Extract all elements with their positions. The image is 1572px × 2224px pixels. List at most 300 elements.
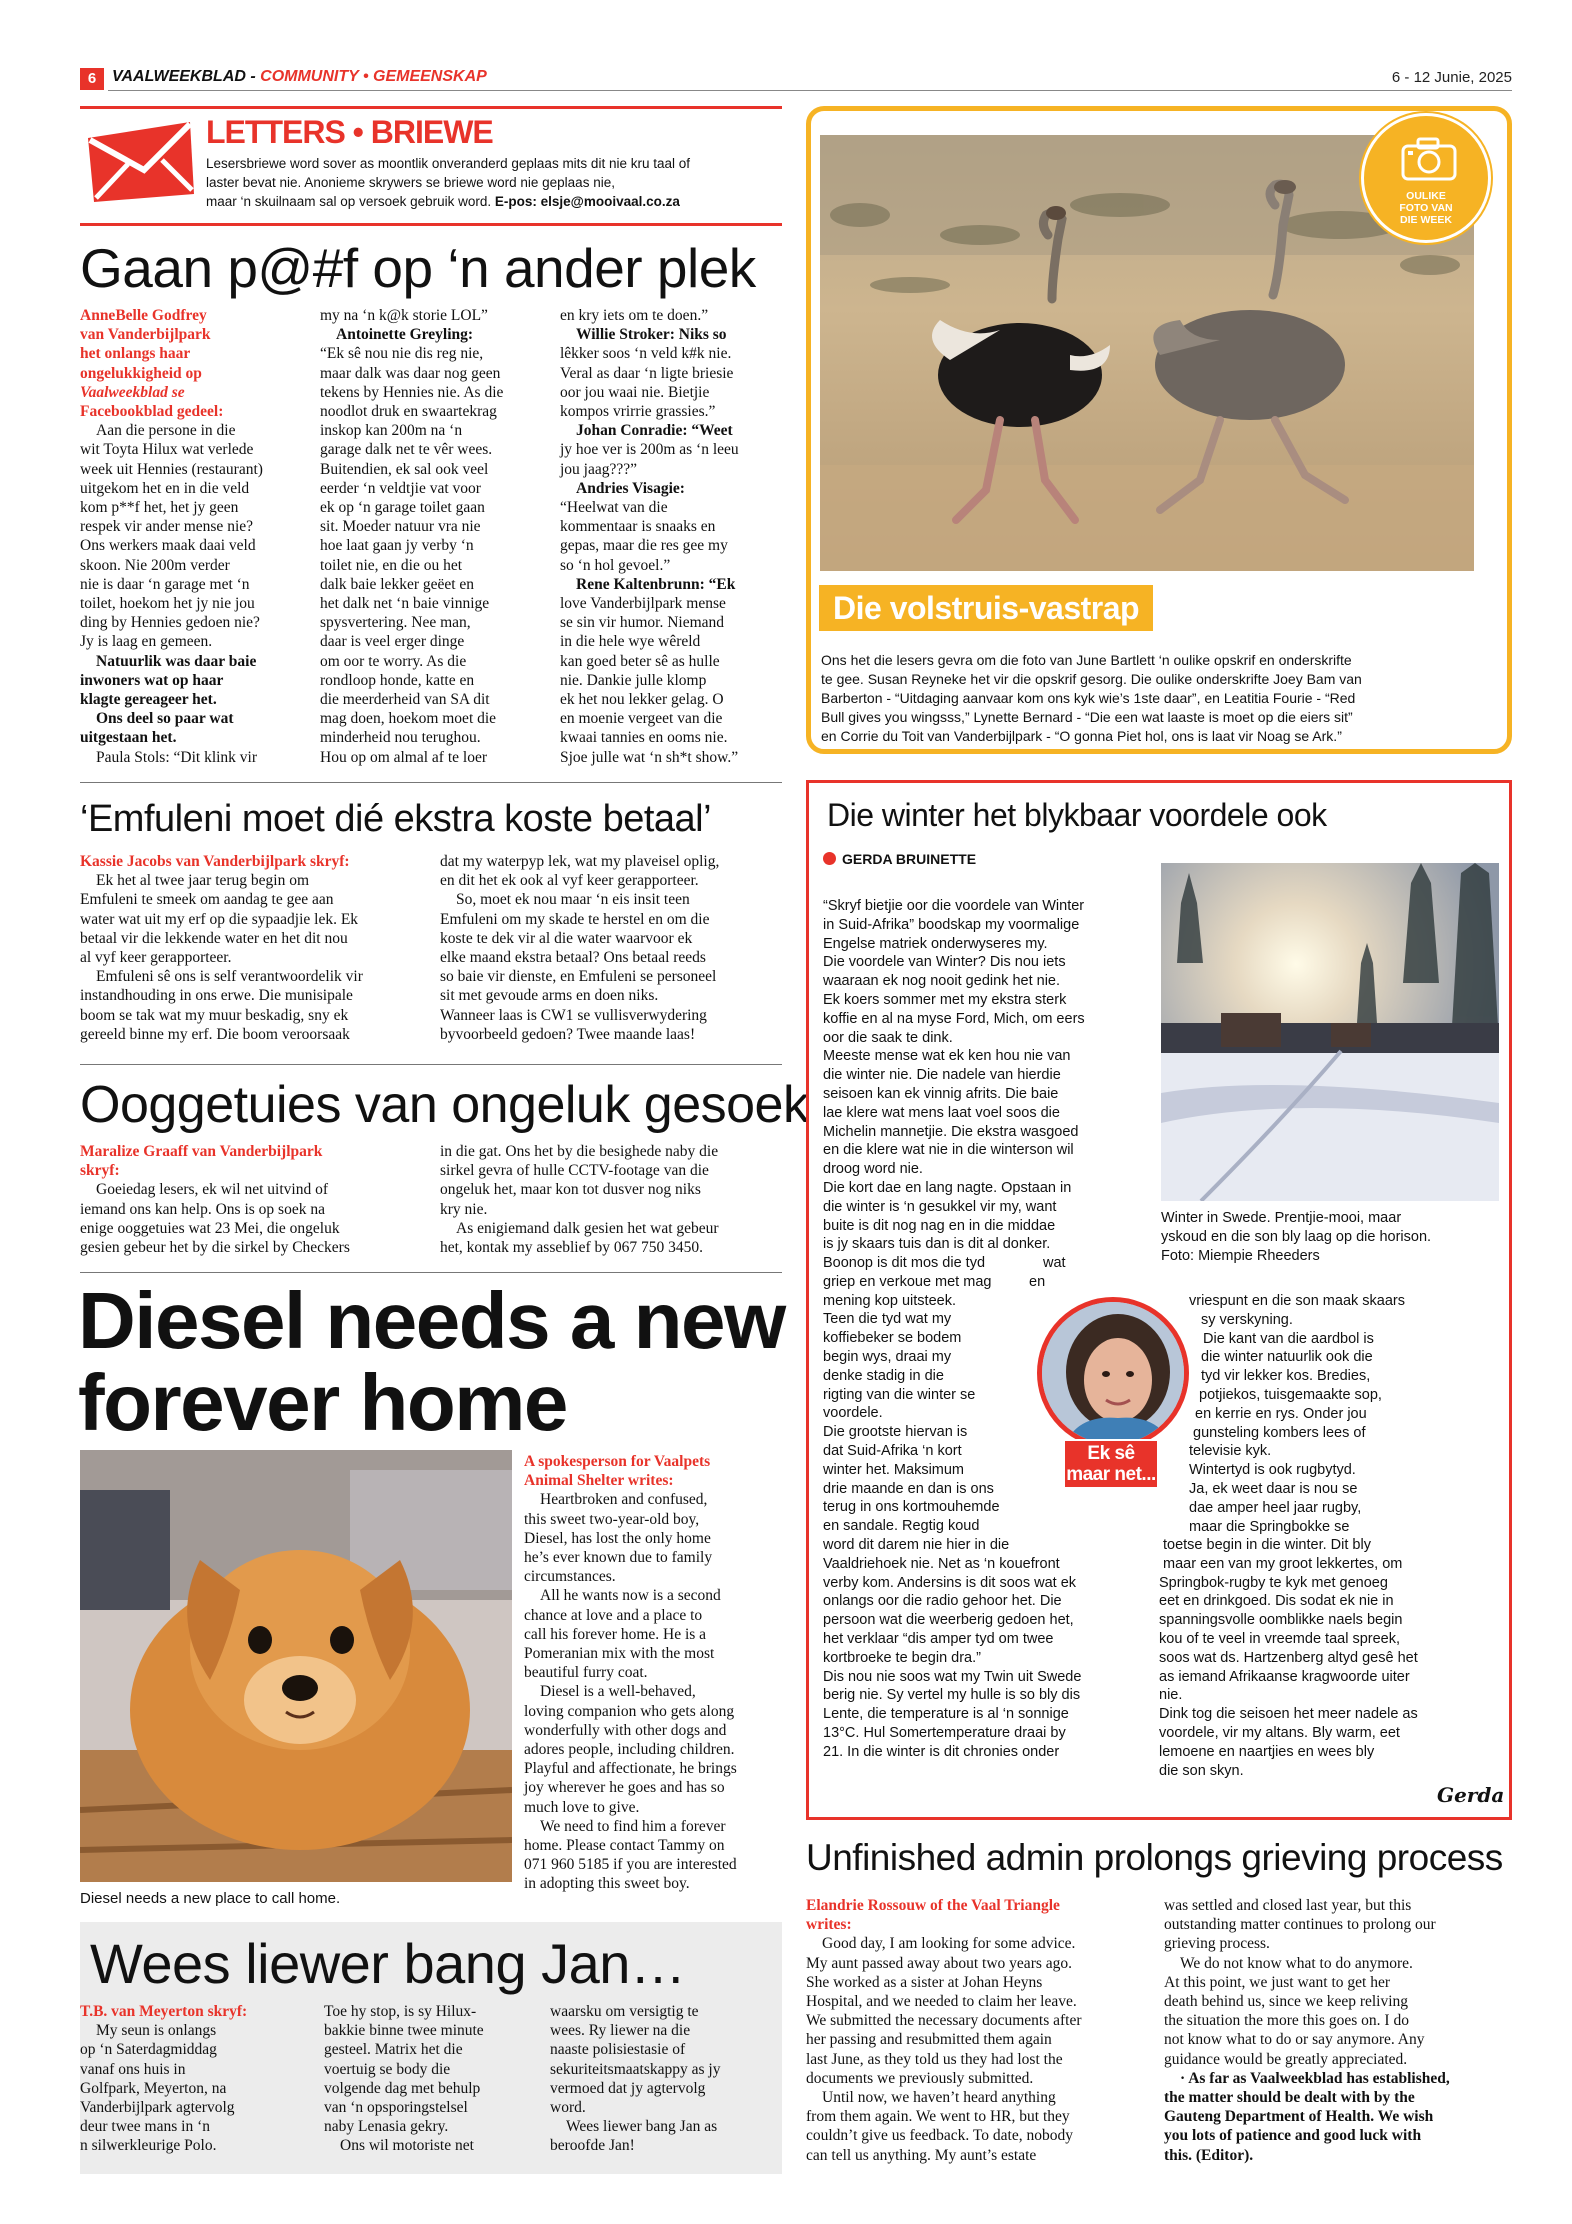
text-line: te gee. Susan Reyneke het vir die opskrif gesorg. Die oulike onderskrifte Joey Bam van (821, 671, 1362, 687)
text-line: griep en verkoue met mag (823, 1273, 992, 1290)
text-line: en sandale. Regtig koud (823, 1518, 980, 1535)
text-line: Facebookblad gedeel: (80, 403, 224, 421)
text-line: gepas, maar die res gee my (560, 537, 728, 555)
text-line: Wanneer laas is CW1 se vullisverwydering (440, 1006, 707, 1024)
text-line: We need to find him a forever (540, 1817, 726, 1835)
text-line: Ons deel so paar wat (96, 710, 234, 728)
text-line: minderheid nou terughou. (320, 729, 481, 747)
text-line: joy wherever he goes and has so (524, 1779, 725, 1797)
text-line: naaste polisiestasie of (550, 2041, 686, 2059)
text-line: skoon. Nie 200m verder (80, 556, 230, 574)
text-line: van ‘n opsporingstelsel (324, 2099, 468, 2117)
text-line: voertuig se body die (324, 2060, 451, 2078)
text-line: se sin vir humor. Niemand (560, 614, 725, 632)
article1-col3 (560, 306, 782, 767)
text-line: skryf: (80, 1162, 120, 1180)
photo-week-title: Die volstruis-vastrap (819, 585, 1153, 631)
text-line: · As far as Vaalweekblad has established, (1180, 2069, 1450, 2087)
text-line: We submitted the necessary documents after (806, 2012, 1082, 2030)
text-line: bakkie binne twee minute (324, 2022, 484, 2040)
text-line: Boonop is dit mos die tyd (823, 1255, 986, 1271)
text-line: tyd vir lekker kos. Bredies, (1201, 1368, 1371, 1385)
text-line: Golfpark, Meyerton, na (80, 2079, 227, 2097)
text-line: Maralize Graaff van Vanderbijlpark (80, 1143, 323, 1160)
divider (80, 782, 782, 783)
text-line: onlangs oor die radio gehoor het. Die (823, 1593, 1062, 1610)
text-line: T.B. van Meyerton skryf: (80, 2003, 248, 2020)
article5-body (80, 2002, 782, 2170)
text-line: beautiful furry coat. (524, 1664, 648, 1682)
text-line: Die voordele van Winter? Dis nou iets (823, 954, 1066, 971)
article3-headline: Ooggetuies van ongeluk gesoek (80, 1076, 809, 1134)
article1-headline: Gaan p@#f op ‘n ander plek (80, 237, 756, 299)
article3-col1 (80, 1142, 420, 1257)
article6-headline: Unfinished admin prolongs grieving process (806, 1837, 1503, 1878)
text-line: 13°C. Hul Somertemperature draai by (823, 1724, 1066, 1741)
text-line: terug in ons kortmouhemde (823, 1499, 1000, 1516)
article5-col1 (80, 2002, 302, 2156)
article5-box (80, 1922, 782, 2174)
text-line: en kry iets om te doen.” (560, 307, 709, 324)
text-line: not know what to do or say anymore. Any (1164, 2031, 1425, 2049)
text-line: elke maand ekstra betaal? Ons betaal reeds (440, 949, 706, 967)
text-line: en moenie vergeet van die (560, 710, 723, 728)
text-line: adores people, including children. (524, 1741, 735, 1759)
winter-body-right (1189, 1292, 1505, 1536)
article5-col3 (550, 2002, 782, 2156)
text-line: klagte gereageer het. (80, 691, 217, 709)
text-line: Veral as daar ‘n ligte briesie (560, 364, 734, 382)
text-line: 071 960 5185 if you are interested (524, 1856, 737, 1874)
text-line: rigting van die winter se (823, 1386, 976, 1403)
text-line: maar die Springbokke se (1189, 1518, 1350, 1535)
text-line: home. Please contact Tammy on (524, 1837, 725, 1855)
text-line: die winter is ‘n gesukkel vir my, want (823, 1198, 1057, 1215)
text-line: ding by Hennies gedoen nie? (80, 614, 260, 632)
article1-body (80, 306, 782, 782)
text-line: byvoorbeeld gedoen? Twee maande laas! (440, 1025, 696, 1043)
text-line: Diesel is a well-behaved, (540, 1683, 696, 1701)
article6-col2 (1164, 1896, 1512, 2165)
text-line: so ‘n hol gevoel.” (560, 556, 671, 574)
text-line: toetse begin in die winter. Dit bly (1163, 1537, 1371, 1553)
text-line: uitgekom het en in die veld (80, 479, 250, 497)
text-line: grieving process. (1164, 1935, 1270, 1953)
text-line: droog word nie. (823, 1161, 923, 1178)
letters-bottom-rule (80, 223, 782, 226)
text-line: vanaf ons huis in (80, 2060, 186, 2078)
text-line: koffiebeker se bodem (823, 1330, 962, 1347)
article2-col1 (80, 852, 420, 1044)
text-line: chance at love and a place to (524, 1606, 703, 1624)
text-line: beroofde Jan! (550, 2137, 635, 2155)
text-line: this sweet two-year-old boy, (524, 1510, 700, 1528)
text-line: Hospital, and we needed to claim her leave. (806, 1993, 1077, 2011)
text-line: die meerderheid van SA dit (320, 691, 490, 709)
text-line: betaal vir die lekkende water en het dit nou (80, 929, 348, 947)
photo-week-caption (821, 651, 1501, 746)
text-line: She worked as a sister at Johan Heyns (806, 1973, 1043, 1991)
text-line: guidance would be greatly appreciated. (1164, 2050, 1408, 2068)
text-line: sit. Moeder natuur vra nie (320, 518, 481, 536)
text-line: inskop kan 200m na ‘n (320, 422, 463, 440)
text-line: this. (Editor). (1164, 2146, 1254, 2164)
masthead-rule (108, 90, 1512, 91)
letters-title: LETTERS • BRIEWE (206, 114, 493, 150)
text-line: drie maande en dan is ons (823, 1480, 994, 1497)
text-line: call his forever home. He is a (524, 1625, 707, 1643)
text-line: en Corrie du Toit van Vanderbijlpark - “O gonna Piet hol, ons is laat vir Noag se Ark.” (821, 728, 1342, 744)
text-line: can tell us anything. My aunt’s estate (806, 2146, 1037, 2164)
text-line: lemoene en naartjies en wees bly (1159, 1743, 1375, 1760)
text-line: was settled and closed last year, but this (1164, 1897, 1412, 1914)
text-line: koste te dek vir al die water waarvoor ek (440, 929, 693, 947)
text-line: As enigiemand dalk gesien het wat gebeur (456, 1219, 719, 1237)
text-line: Antoinette Greyling: (336, 326, 474, 344)
envelope-icon (82, 120, 198, 204)
text-line: op ‘n Saterdagmiddag (80, 2041, 217, 2059)
article1-line: AnneBelle Godfrey (80, 307, 207, 324)
article1-col1 (80, 306, 302, 767)
text-line: eerder ‘n veldtjie vat voor (320, 479, 481, 497)
text-line: “Skryf bietjie oor die voordele van Winter (823, 898, 1085, 914)
text-line: het, kontak my asseblief by 067 750 3450. (440, 1239, 704, 1257)
text-line: garage dalk net te vêr wees. (320, 441, 493, 459)
text-line: televisie kyk. (1189, 1443, 1272, 1460)
text-line: maar ‘n skuilnaam sal op versoek gebruik word. E-pos: elsje@mooivaal.co.za (206, 194, 680, 209)
text-line: kompos vrirrie grassies.” (560, 403, 716, 421)
winter-wrap-fragment: en (1029, 1274, 1046, 1290)
text-line: Ek koers sommer met my ekstra sterk (823, 991, 1067, 1008)
text-line: kortbroeke te begin dra.” (823, 1649, 981, 1666)
text-line: inwoners wat op haar (80, 671, 224, 689)
text-line: kan goed beter sê as hulle (560, 652, 720, 670)
text-line: Vaaldriehoek nie. Net as ‘n kouefront (823, 1555, 1060, 1572)
winter-author: GERDA BRUINETTE (823, 851, 976, 867)
text-line: om oor te worry. As die (320, 652, 467, 670)
text-line: Ons wil motoriste net (340, 2137, 474, 2155)
text-line: soos wat ds. Hartzenberg altyd gesê het (1159, 1649, 1418, 1666)
text-line: in adopting this sweet boy. (524, 1875, 690, 1893)
text-line: eet en drinkgoed. Dis sodat ek nie in (1159, 1593, 1394, 1610)
text-line: lêkker soos ‘n veld k#k nie. (560, 345, 732, 363)
text-line: Winter in Swede. Prentjie-mooi, maar (1161, 1210, 1402, 1226)
text-line: loving companion who gets along (524, 1702, 735, 1720)
text-line: couldn’t give us feedback. To date, nobody (806, 2127, 1073, 2145)
text-line: naby Lenasia gekry. (324, 2118, 449, 2136)
text-line: gunsteling kombers lees of (1193, 1424, 1366, 1441)
letters-top-rule (80, 106, 782, 109)
text-line: kom p**f het, het jy geen (80, 499, 239, 517)
text-line: ongelukkigheid op (80, 364, 202, 382)
text-line: is jy skaars tuis dan is dit al donker. (823, 1236, 1051, 1253)
text-line: ek het nou lekker gelag. O (560, 691, 724, 709)
winter-body-bottom (823, 1536, 1503, 1780)
text-line: Ja, ek weet daar is nou se (1189, 1480, 1358, 1497)
text-line: die winter natuurlik ook die (1201, 1349, 1373, 1366)
text-line: ongeluk het, maar kon tot dusver nog niks (440, 1181, 701, 1199)
text-line: in die gat. Ons het by die besighede naby die (440, 1143, 719, 1160)
article4-headline: Diesel needs a new forever home (78, 1276, 785, 1447)
text-line: maar dalk was daar nog geen (320, 364, 501, 382)
text-line: love Vanderbijlpark mense (560, 595, 726, 613)
text-line: Foto: Miempie Rheeders (1161, 1248, 1320, 1264)
text-line (80, 383, 302, 402)
text-line: documents we previously submitted. (806, 2069, 1034, 2087)
text-line: wonderfully with other dogs and (524, 1721, 727, 1739)
article4-col (524, 1452, 782, 1894)
text-line: so baie vir dienste, en Emfuleni se personeel (440, 968, 717, 986)
text-line: boom se tak wat my muur beskadig, sny ek (80, 1006, 349, 1024)
text-line: sit met gevoude arms en doen niks. (440, 987, 659, 1005)
text-line: instandhouding in ons erwe. Die munisipale (80, 987, 353, 1005)
text-line: the matter should be dealt with by the (1164, 2089, 1415, 2107)
text-line: Emfuleni sê ons is self verantwoordelik vir (96, 968, 363, 986)
text-line: kommentaar is snaaks en (560, 518, 716, 536)
text-line: word dit darem nie hier in die (823, 1536, 1010, 1553)
text-line: nie. (1159, 1687, 1183, 1704)
text-line: al vyf keer gerapporteer. (80, 949, 232, 967)
text-line: Elandrie Rossouw of the Vaal Triangle (806, 1897, 1060, 1914)
text-line: kwaai tannies en ooms nie. (560, 729, 728, 747)
text-line: from them again. We went to HR, but they (806, 2108, 1070, 2126)
text-line: Ek het al twee jaar terug begin om (96, 872, 310, 890)
text-line: enige ooggetuies wat 23 Mei, die ongeluk (80, 1219, 340, 1237)
text-line: mag doen, hoekom moet die (320, 710, 497, 728)
text-line: die winter nie. Die nadele van hierdie (823, 1067, 1061, 1084)
article2-body (80, 852, 782, 1050)
text-line: ek op ‘n garage toilet gaan (320, 499, 485, 517)
text-line: Wees liewer bang Jan as (566, 2118, 718, 2136)
article6-col1 (806, 1896, 1146, 2165)
winter-column-box (806, 780, 1512, 1820)
letters-intro (206, 154, 782, 211)
text-line: Buitendien, ek sal ook veel (320, 460, 489, 478)
article6-body (806, 1896, 1512, 2166)
letters-email[interactable]: E-pos: elsje@mooivaal.co.za (494, 194, 680, 209)
text-line: Bull gives you wingsss,” Lynette Bernard - “Die een wat laaste is moet op die eiers sit” (821, 709, 1353, 725)
text-line: toilet nie, en die ou het (320, 556, 463, 574)
text-line: Rene Kaltenbrunn: “Ek (576, 575, 736, 593)
text-line: denke stadig in die (823, 1367, 944, 1384)
text-line: Die grootste hiervan is (823, 1424, 968, 1441)
text-line: hoe laat gaan jy verby ‘n (320, 537, 474, 555)
winter-wrap-fragment: wat (1043, 1255, 1066, 1271)
text-line: buite is dit nog nag en in die middae (823, 1217, 1056, 1234)
text-line: rondloop honde, katte en (320, 671, 475, 689)
text-line: Dis nou nie soos wat my Twin uit Swede (823, 1668, 1082, 1685)
text-line: writes: (806, 1916, 852, 1934)
text-line: dat Suid-Afrika ‘n kort (823, 1442, 962, 1459)
text-line: uitgestaan het. (80, 729, 177, 747)
text-line: FOTO VAN (1399, 202, 1453, 214)
text-line: koffie en al na myse Ford, Mich, om eers (823, 1010, 1085, 1027)
text-line: Michelin mannetjie. Die ekstra wasgoed (823, 1123, 1079, 1140)
text-line: much love to give. (524, 1798, 640, 1816)
text-line: het verklaar “dis amper tyd om twee (823, 1630, 1054, 1647)
text-line: Paula Stols: “Dit klink vir (96, 748, 258, 766)
text-line: oor die saak te dink. (823, 1029, 953, 1046)
photo-week-badge-text (1364, 190, 1488, 226)
text-line: Lesersbriewe word sover as moontlik onveranderd geplaas mits dit nie kru taal of (206, 156, 690, 171)
text-line: Sjoe julle wat ‘n sh*t show.” (560, 748, 739, 766)
text-line: persoon wat die weerberig gedoen het, (823, 1612, 1074, 1629)
text-line: At this point, we just want to get her (1164, 1973, 1391, 1991)
text-line: sirkel gevra of hulle CCTV-footage van die (440, 1162, 709, 1180)
article3-body (80, 1142, 782, 1260)
text-line: Good day, I am looking for some advice. (822, 1935, 1076, 1953)
text-line: as iemand Afrikaanse kragwoorde uiter (1159, 1668, 1410, 1685)
text-line: die son skyn. (1159, 1762, 1244, 1779)
text-line: “Ek sê nou nie dis reg nie, (320, 345, 484, 363)
text-line: voordele, vir my altans. Bly warm, eet (1159, 1724, 1400, 1741)
text-line: Andries Visagie: (576, 479, 685, 497)
text-line: Gauteng Department of Health. We wish (1164, 2108, 1434, 2126)
text-line: the situation the more this goes on. I do (1164, 2012, 1409, 2030)
section-name: COMMUNITY • GEMEENSKAP (260, 68, 487, 85)
text-line: tekens by Hennies nie. As die (320, 383, 504, 401)
author-portrait-image (1042, 1302, 1189, 1449)
text-line: Heartbroken and confused, (540, 1491, 708, 1509)
text-line: my na ‘n k@k storie LOL” (320, 307, 488, 324)
paper-name: VAALWEEKBLAD (112, 68, 246, 85)
text-line: Die kant van die aardbol is (1203, 1330, 1374, 1347)
text-line: Engelse matriek onderwyseres my. (823, 935, 1048, 952)
text-line: seisoen kan ek vinnig afrits. Die baie (823, 1085, 1059, 1102)
text-line: Ons werkers maak daai veld (80, 537, 256, 555)
article4-body (524, 1452, 782, 1906)
text-line: jou jaag???” (560, 460, 638, 478)
text-line: en dit het ek ook al vyf keer gerapporteer. (440, 872, 699, 890)
masthead-title: VAALWEEKBLAD - COMMUNITY • GEMEENSKAP (112, 68, 487, 85)
text-line: Aan die persone in die (96, 422, 236, 440)
text-line: Vaalweekblad se (80, 383, 185, 401)
article5-headline: Wees liewer bang Jan… (90, 1932, 686, 1995)
ek-se-badge: Ek sê maar net... (1063, 1439, 1159, 1489)
text-line: you lots of patience and good luck with (1164, 2127, 1422, 2145)
text-line: spanningsvolle oomblikke naels begin (1159, 1612, 1403, 1629)
text-line: wees. Ry liewer na die (550, 2022, 691, 2040)
text-line: gesteel. Matrix het die (324, 2041, 463, 2059)
text-line: deur twee mans in ‘n (80, 2118, 210, 2136)
masthead (80, 64, 1512, 92)
article3-col2 (440, 1142, 782, 1257)
text-line: OULIKE (1406, 190, 1446, 202)
article2-col2 (440, 852, 782, 1044)
text-line: dat my waterpyp lek, wat my plaveisel oplig, (440, 853, 720, 870)
text-line: dae amper heel jaar rugby, (1189, 1499, 1362, 1516)
divider (80, 1272, 782, 1273)
text-line: vriespunt en die son maak skaars (1189, 1293, 1405, 1309)
text-line: het dalk net ‘n baie vinnige (320, 595, 490, 613)
text-line: My seun is onlangs (96, 2022, 217, 2040)
text-line: death behind us, since we keep reliving (1164, 1993, 1409, 2011)
text-line: Animal Shelter writes: (524, 1472, 674, 1490)
winter-body-top (823, 897, 1159, 1254)
text-line: Emfuleni te smeek om aandag te gee aan (80, 891, 334, 909)
text-line: sy verskyning. (1201, 1311, 1293, 1328)
text-line: Emfuleni om my skade te herstel en om die (440, 910, 710, 928)
letters-box (80, 106, 782, 226)
issue-date: 6 - 12 Junie, 2025 (1391, 69, 1512, 86)
camera-icon (1400, 136, 1458, 182)
text-line: mening kop uitsteek. (823, 1292, 956, 1309)
text-line: en die klere wat nie in die winterson wil (823, 1142, 1074, 1159)
text-line: 21. In die winter is dit chronies onder (823, 1743, 1060, 1760)
text-line: waaraan ek nog nooit gedink het nie. (823, 973, 1061, 990)
text-line: in die hele wye wêreld (560, 633, 701, 651)
text-line: voordele. (823, 1405, 883, 1422)
text-line: maar een van my groot lekkertes, om (1163, 1555, 1403, 1572)
text-line: We do not know what to do anymore. (1180, 1954, 1413, 1972)
text-line: Willie Stroker: Niks so (576, 326, 727, 344)
text-line: waarsku om versigtig te (550, 2003, 699, 2020)
text-line: n silwerkleurige Polo. (80, 2137, 217, 2155)
text-line: gereeld binne my erf. Die boom veroorsaak (80, 1025, 350, 1043)
text-line: Meeste mense wat ek ken hou nie van (823, 1048, 1071, 1065)
text-line: Vanderbijlpark agtervolg (80, 2099, 235, 2117)
text-line: respek vir ander mense nie? (80, 518, 254, 536)
text-line: Ons het die lesers gevra om die foto van June Bartlett ‘n oulike opskrif en onderskrifte (821, 652, 1352, 668)
text-line: water wat uit my erf op die sypaadjie lek. Ek (80, 910, 359, 928)
text-line: wit Toyta Hilux wat verlede (80, 441, 254, 459)
author-portrait (1037, 1297, 1189, 1449)
text-line: gesien gebeur het by die sirkel by Checkers (80, 1239, 350, 1257)
text-line: My aunt passed away about two years ago. (806, 1954, 1073, 1972)
text-line: Hou op om almal af te loer (320, 748, 488, 766)
text-line: Diesel, has lost the only home (524, 1529, 711, 1547)
text-line: A spokesperson for Vaalpets (524, 1453, 711, 1470)
text-line: iemand ons kan help. Ons is op soek na (80, 1200, 325, 1218)
text-line: Springbok-rugby te kyk met genoeg (1159, 1574, 1388, 1591)
text-line: daar is veel erger dinge (320, 633, 465, 651)
text-line: Lente, die temperature is al ‘n sonnige (823, 1706, 1069, 1723)
text-line: potjiekos, tuisgemaakte sop, (1199, 1386, 1382, 1403)
author-dot-icon (823, 852, 836, 865)
text-line: “Heelwat van die (560, 499, 668, 517)
text-line: oor jou waai nie. Bietjie (560, 383, 710, 401)
text-line: het onlangs haar (80, 345, 191, 363)
text-line: So, moet ek nou maar ‘n eis insit teen (456, 891, 690, 909)
text-line: word. (550, 2099, 586, 2117)
text-line: Natuurlik was daar baie (96, 652, 257, 670)
text-line: Wintertyd is ook rugbytyd. (1189, 1462, 1356, 1479)
text-line: circumstances. (524, 1568, 616, 1586)
text-line: kou of te veel in vreemde taal spreek, (1159, 1630, 1400, 1647)
text-line: nie. Dankie julle klomp (560, 671, 707, 689)
text-line: last June, as they told us they had lost the (806, 2050, 1063, 2068)
text-line: Pomeranian mix with the most (524, 1645, 715, 1663)
text-line: vermoed dat jy agtervolg (550, 2079, 706, 2097)
text-line: Barberton - “Uitdaging aanvaar kom ons kyk wie’s 1ste daar”, en Leatitia Fourie - “Red (821, 690, 1356, 706)
text-line: dalk baie lekker geëet en (320, 575, 475, 593)
text-line: kry nie. (440, 1200, 488, 1218)
text-line: week uit Hennies (restaurant) (80, 460, 263, 478)
text-line: he’s ever known due to family (524, 1549, 713, 1567)
winter-photo (1161, 863, 1499, 1201)
text-line: Jy is laag en gemeen. (80, 633, 213, 651)
text-line: Toe hy stop, is sy Hilux- (324, 2003, 477, 2020)
text-line: spysvertering. Nee man, (320, 614, 471, 632)
text-line: verby kom. Andersins is dit soos wat ek (823, 1574, 1077, 1591)
text-line: Johan Conradie: “Weet (576, 422, 733, 440)
text-line: Playful and affectionate, he brings (524, 1760, 737, 1778)
text-line: jy hoe ver is 200m as ‘n leeu (560, 441, 739, 459)
author-signature: Gerda (1437, 1783, 1505, 1807)
text-line: sekuriteitsmaatskappy as jy (550, 2060, 721, 2078)
text-line: Teen die tyd wat my (823, 1311, 952, 1328)
text-line: begin wys, draai my (823, 1348, 952, 1365)
